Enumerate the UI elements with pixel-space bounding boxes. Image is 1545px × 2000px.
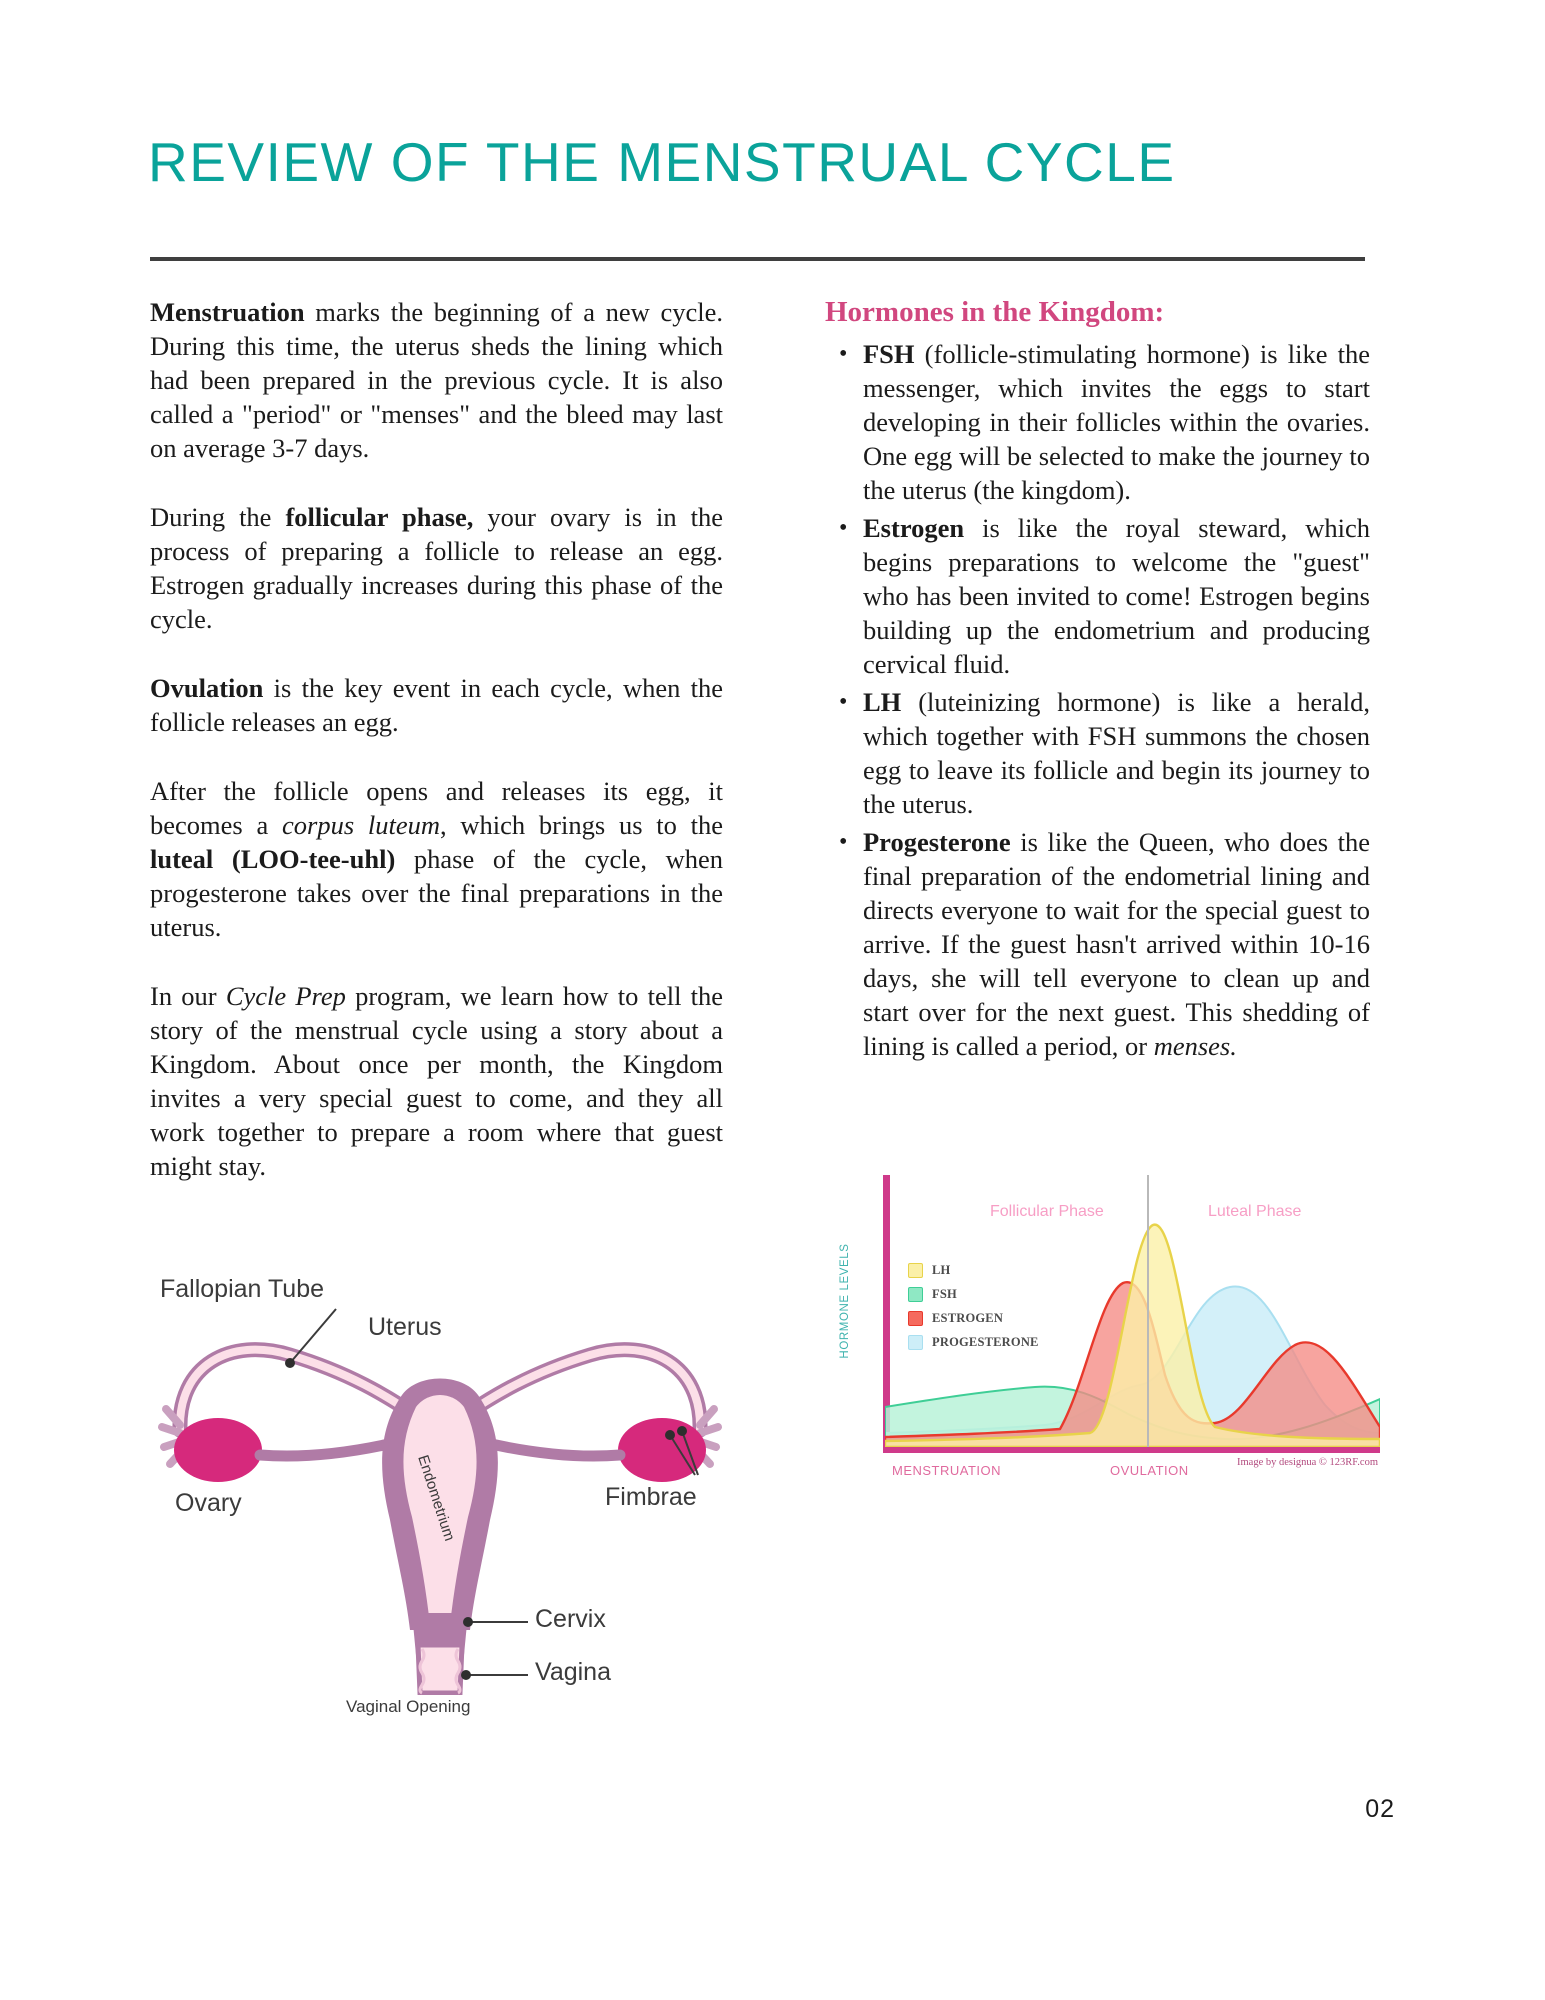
legend-item-lh (908, 1263, 1039, 1278)
left-column (150, 295, 723, 1183)
paragraph-luteal-phase: After the follicle opens and releases its egg, it becomes a corpus luteum, which brings us to the luteal (LOO-tee-uhl) phase of the cycle, when progesterone takes over the final preparations in the uterus. (150, 776, 724, 942)
paragraph-ovulation: Ovulation is the key event in each cycle, when the follicle releases an egg. (150, 673, 723, 737)
page-number: 02 (1365, 1795, 1395, 1823)
label-vaginal-opening: Vaginal Opening (346, 1697, 471, 1716)
chart-phase-label-follicular: Follicular Phase (990, 1203, 1104, 1220)
legend-swatch-progesterone (908, 1335, 923, 1350)
legend-label-fsh: FSH (932, 1287, 957, 1301)
chart-legend (908, 1263, 1039, 1359)
hormones-list (825, 337, 1370, 1063)
legend-swatch-estrogen (908, 1311, 923, 1326)
list-item-lh: • LH (luteinizing hormone) is like a herald, which together with FSH summons the chosen egg to leave its follicle and begin its journey to the uterus. (863, 685, 1370, 821)
title-divider (150, 257, 1365, 261)
legend-swatch-fsh (908, 1287, 923, 1302)
hormone-levels-chart (820, 1175, 1380, 1495)
label-cervix: Cervix (535, 1605, 606, 1633)
paragraph-cycle-prep: In our Cycle Prep program, we learn how to tell the story of the menstrual cycle using a story about a Kingdom. About once per month, the Kingdom invites a very special guest to come, and they all work together to prepare a room where that guest might stay. (150, 981, 724, 1181)
chart-y-axis-label: HORMONE LEVELS (839, 1243, 851, 1359)
ovulation-marker-line (1147, 1175, 1149, 1447)
label-fimbrae: Fimbrae (605, 1483, 697, 1511)
chart-xtick-menstruation: MENSTRUATION (892, 1463, 1002, 1478)
chart-xtick-ovulation: OVULATION (1110, 1463, 1189, 1478)
list-item-progesterone: • Progesterone is like the Queen, who does the final preparation of the endometrial lining and directs everyone to wait for the special guest to arrive. If the guest hasn't arrived within 10-16 days, she will tell everyone to clean up and start over for the next guest. This shedding of lining is called a period, or menses. (863, 825, 1370, 1063)
label-endometrium: Endometrium (414, 1452, 458, 1544)
legend-item-estrogen (908, 1311, 1039, 1326)
label-fallopian-tube: Fallopian Tube (160, 1275, 325, 1303)
chart-phase-label-luteal: Luteal Phase (1208, 1203, 1302, 1220)
legend-swatch-lh (908, 1263, 923, 1278)
label-vagina: Vagina (535, 1658, 611, 1686)
chart-x-axis (883, 1446, 1380, 1453)
hormones-heading: Hormones in the Kingdom: (825, 296, 1165, 328)
legend-label-estrogen: ESTROGEN (932, 1311, 1004, 1325)
list-item-fsh: • FSH (follicle-stimulating hormone) is like the messenger, which invites the eggs to start developing in their follicles within the ovaries. One egg will be selected to make the journey to the uterus (the kingdom). (863, 337, 1370, 507)
female-reproductive-anatomy-diagram (150, 1245, 730, 1716)
legend-item-progesterone (908, 1335, 1039, 1350)
label-uterus: Uterus (368, 1313, 442, 1341)
paragraph-menstruation: Menstruation marks the beginning of a new cycle. During this time, the uterus sheds the lining which had been prepared in the previous cycle. It is also called a "period" or "menses" and the bleed may last on average 3-7 days. (150, 297, 723, 463)
page-title: REVIEW OF THE MENSTRUAL CYCLE (148, 131, 1176, 193)
chart-credit: Image by designua © 123RF.com (1237, 1457, 1378, 1468)
legend-label-lh: LH (932, 1263, 951, 1277)
list-item-estrogen: • Estrogen is like the royal steward, which begins preparations to welcome the "guest" who has been invited to come! Estrogen begins building up the endometrium and producing cervical fluid. (863, 511, 1370, 681)
right-column (825, 295, 1370, 1067)
paragraph-follicular-phase: During the follicular phase, your ovary is in the process of preparing a follicle to release an egg. Estrogen gradually increases during this phase of the cycle. (150, 502, 724, 634)
legend-label-progesterone: PROGESTERONE (932, 1335, 1039, 1349)
legend-item-fsh (908, 1287, 1039, 1302)
label-ovary: Ovary (175, 1489, 242, 1517)
